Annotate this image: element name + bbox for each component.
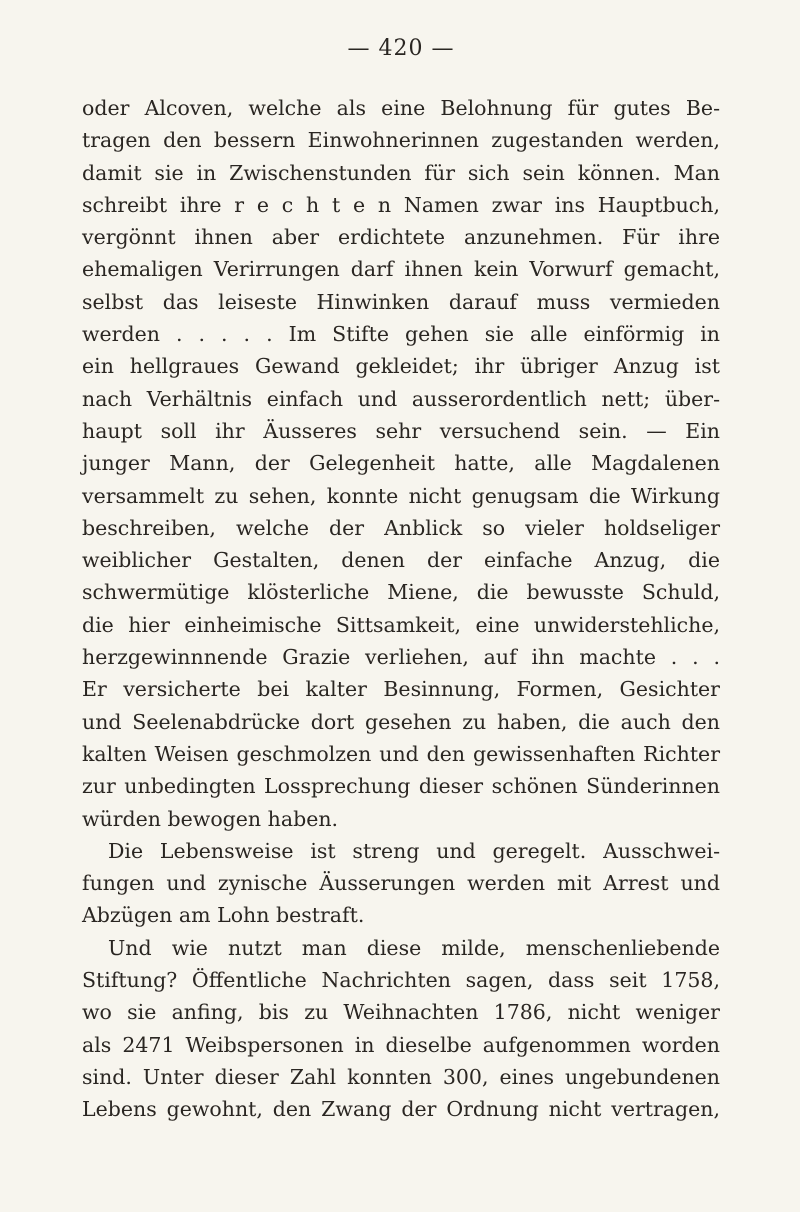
text-line: kalten Weisen geschmolzen und den gewissenhaften Richter xyxy=(82,741,720,766)
text-line: selbst das leiseste Hinwinken darauf muss vermieden xyxy=(82,289,720,314)
text-line: herzgewinnnende Grazie verliehen, auf ihn machte . . . xyxy=(82,645,720,670)
text-line: weiblicher Gestalten, denen der einfache Anzug, die xyxy=(82,548,720,573)
book-page xyxy=(82,36,720,1126)
text-line: werden . . . . . Im Stifte gehen sie alle einförmig in xyxy=(82,322,720,347)
text-line: würden bewogen haben. xyxy=(82,806,339,831)
text-line: schwermütige klösterliche Miene, die bewusste Schuld, xyxy=(82,580,720,605)
text-line: schreibt ihre r e c h t e n Namen zwar ins Hauptbuch, xyxy=(82,192,720,217)
text-line: tragen den bessern Einwohnerinnen zugestanden werden, xyxy=(82,128,720,153)
text-line: und Seelenabdrücke dort gesehen zu haben, die auch den xyxy=(82,709,720,734)
text-line: haupt soll ihr Äusseres sehr versuchend sein. — Ein xyxy=(82,418,720,443)
text-line: ehemaligen Verirrungen darf ihnen kein Vorwurf gemacht, xyxy=(82,257,720,282)
text-line: versammelt zu sehen, konnte nicht genugsam die Wirkung xyxy=(82,483,720,508)
text-line: Und wie nutzt man diese milde, menschenliebende xyxy=(108,935,720,960)
text-line: Die Lebensweise ist streng und geregelt. Ausschwei- xyxy=(108,838,720,863)
text-line: ein hellgraues Gewand gekleidet; ihr übriger Anzug ist xyxy=(82,354,720,379)
text-line: nach Verhältnis einfach und ausserordentlich nett; über- xyxy=(82,386,720,411)
text-line: oder Alcoven, welche als eine Belohnung für gutes Be- xyxy=(82,96,720,120)
text-line: sind. Unter dieser Zahl konnten 300, eines ungebundenen xyxy=(82,1064,720,1089)
text-line: Lebens gewohnt, den Zwang der Ordnung nicht vertragen, xyxy=(82,1097,720,1122)
text-line: fungen und zynische Äusserungen werden mit Arrest und xyxy=(82,871,720,896)
text-line: beschreiben, welche der Anblick so vieler holdseliger xyxy=(82,515,720,540)
text-line: als 2471 Weibspersonen in dieselbe aufgenommen worden xyxy=(82,1032,720,1057)
text-line: die hier einheimische Sittsamkeit, eine unwiderstehliche, xyxy=(82,612,720,637)
text-line: junger Mann, der Gelegenheit hatte, alle Magdalenen xyxy=(82,451,720,476)
text-line: wo sie anfing, bis zu Weihnachten 1786, nicht weniger xyxy=(82,1000,720,1025)
text-line: vergönnt ihnen aber erdichtete anzunehmen. Für ihre xyxy=(82,225,720,250)
text-line: Er versicherte bei kalter Besinnung, Formen, Gesichter xyxy=(82,677,720,702)
body-text xyxy=(82,92,720,1126)
text-line: Abzügen am Lohn bestraft. xyxy=(82,903,365,928)
page-number: — 420 — xyxy=(347,36,455,61)
text-line: zur unbedingten Lossprechung dieser schönen Sünderinnen xyxy=(82,774,720,799)
text-line: damit sie in Zwischenstunden für sich sein können. Man xyxy=(82,160,720,185)
text-line: Stiftung? Öffentliche Nachrichten sagen, dass seit 1758, xyxy=(82,968,720,993)
